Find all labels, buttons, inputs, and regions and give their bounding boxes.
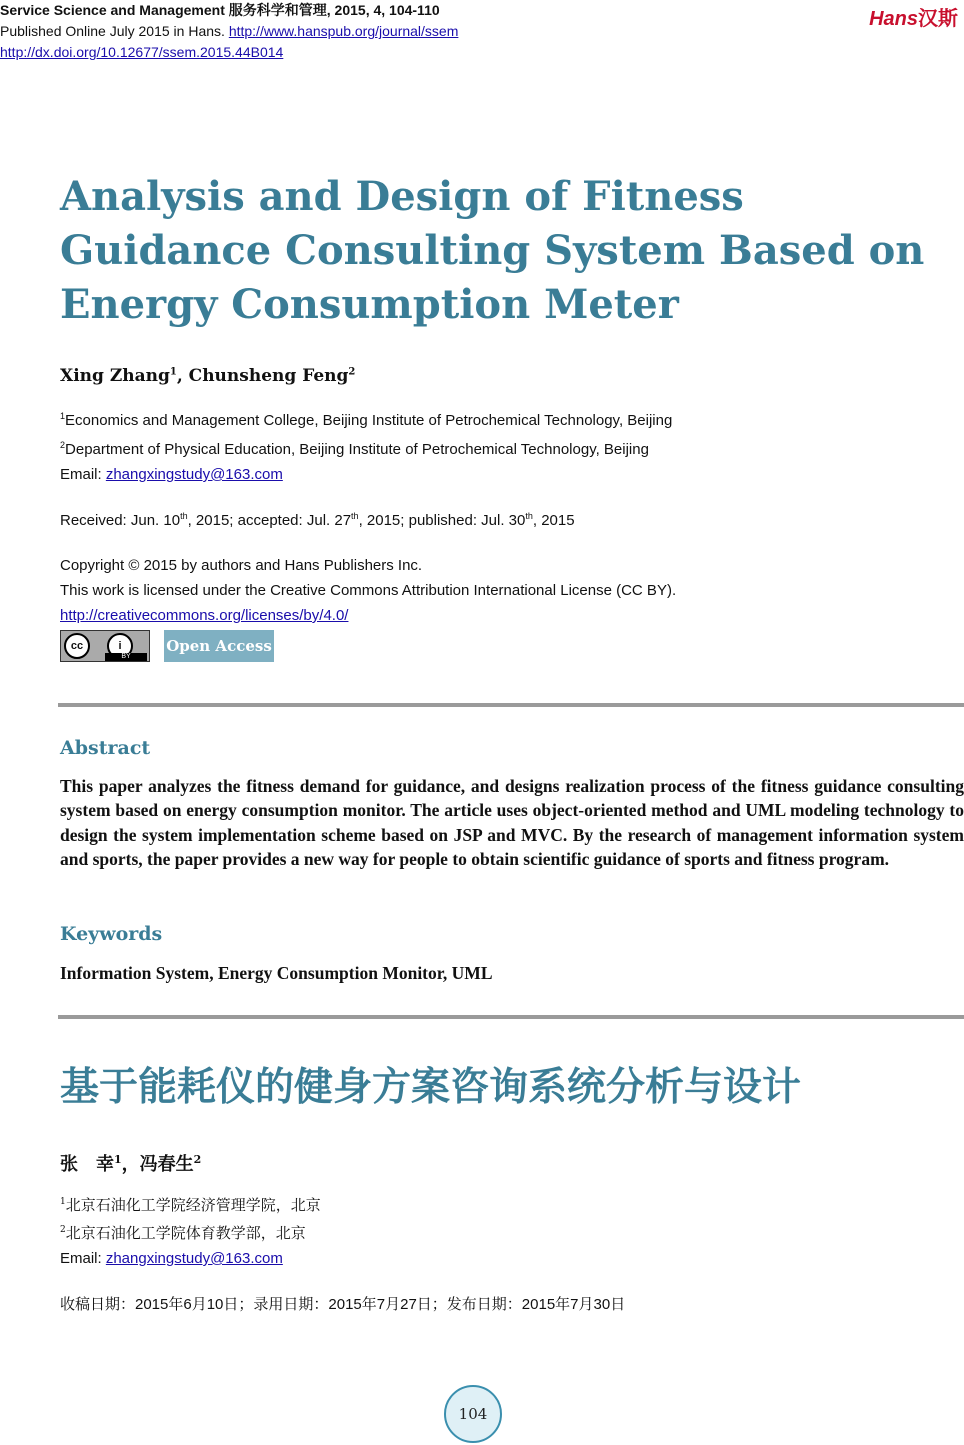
divider [58, 703, 964, 707]
copyright-block [60, 553, 676, 628]
affiliations-en [60, 404, 672, 487]
abstract-heading: Abstract [60, 737, 151, 759]
cc-by-icon[interactable] [60, 630, 150, 662]
author-name: Chunsheng Feng [188, 366, 349, 386]
keywords-text: Information System, Energy Consumption Monitor, UML [60, 963, 493, 983]
author-name: 冯春生 [139, 1154, 194, 1175]
dates-cn: 收稿日期：2015年6月10日；录用日期：2015年7月27日；发布日期：2015年7月30日 [60, 1296, 626, 1313]
paper-title-en: Analysis and Design of Fitness Guidance Consulting System Based on Energy Consumption Meter [60, 173, 925, 328]
affiliations-cn [60, 1190, 321, 1271]
email-link[interactable]: zhangxingstudy@163.com [105, 1250, 283, 1267]
author-name: 张 幸 [60, 1154, 114, 1175]
email-line: Email: zhangxingstudy@163.com [60, 1250, 283, 1267]
doi-link[interactable]: http://dx.doi.org/10.12677/ssem.2015.44B014 [0, 44, 284, 60]
person-icon: i [107, 633, 133, 659]
email-line: Email: zhangxingstudy@163.com [60, 466, 283, 483]
author-name: Xing Zhang [60, 366, 170, 386]
affiliation: $^2$北京石油化工学院体育教学部，北京 [60, 1224, 306, 1242]
keywords-heading: Keywords [60, 923, 163, 945]
affiliation: $^1$Economics and Management College, Beijing Institute of Petrochemical Technology, Beijing [60, 411, 673, 429]
email-link[interactable]: zhangxingstudy@163.com [105, 466, 283, 483]
affiliation: $^2$Department of Physical Education, Beijing Institute of Petrochemical Technology, Beijing [60, 440, 649, 458]
copyright-text: Copyright © 2015 by authors and Hans Publishers Inc. [60, 557, 423, 574]
license-link[interactable]: http://creativecommons.org/licenses/by/4.0/ [60, 607, 349, 624]
cc-icon: cc [64, 633, 90, 659]
open-access-badge: Open Access [164, 630, 274, 662]
authors-cn: 张 幸$^1$，冯春生$^2$ [60, 1153, 202, 1175]
by-label: BY [105, 653, 147, 661]
paper-title-cn: 基于能耗仪的健身方案咨询系统分析与设计 [60, 1065, 802, 1110]
journal-header [0, 0, 458, 63]
journal-line: Service Science and Management 服务科学和管理, 2015, 4, 104-110 [0, 2, 440, 18]
page-number: 104 [444, 1385, 502, 1443]
journal-link[interactable]: http://www.hanspub.org/journal/ssem [228, 23, 459, 39]
authors-en: Xing Zhang$^1$, Chunsheng Feng$^2$ [60, 366, 356, 386]
abstract-text: This paper analyzes the fitness demand for guidance, and designs realization process of the fitness guidance consulting system based on energy consumption monitor. The article uses object-oriented method and UML modeling technology to design the system implementation scheme based on JSP and MVC. By the research of management information system and sports, the paper provides a new way for people to obtain scientific guidance of sports and fitness program. [60, 776, 964, 870]
license-text: This work is licensed under the Creative Commons Attribution International License (CC BY). [60, 582, 677, 599]
published-line: Published Online July 2015 in Hans. http://www.hanspub.org/journal/ssem [0, 23, 459, 39]
affiliation: $^1$北京石油化工学院经济管理学院，北京 [60, 1196, 321, 1214]
divider [58, 1015, 964, 1019]
publisher-logo: Hans汉斯 [869, 8, 958, 30]
dates-en: Received: Jun. 10th, 2015; accepted: Jul. 27th, 2015; published: Jul. 30th, 2015 [60, 511, 575, 529]
